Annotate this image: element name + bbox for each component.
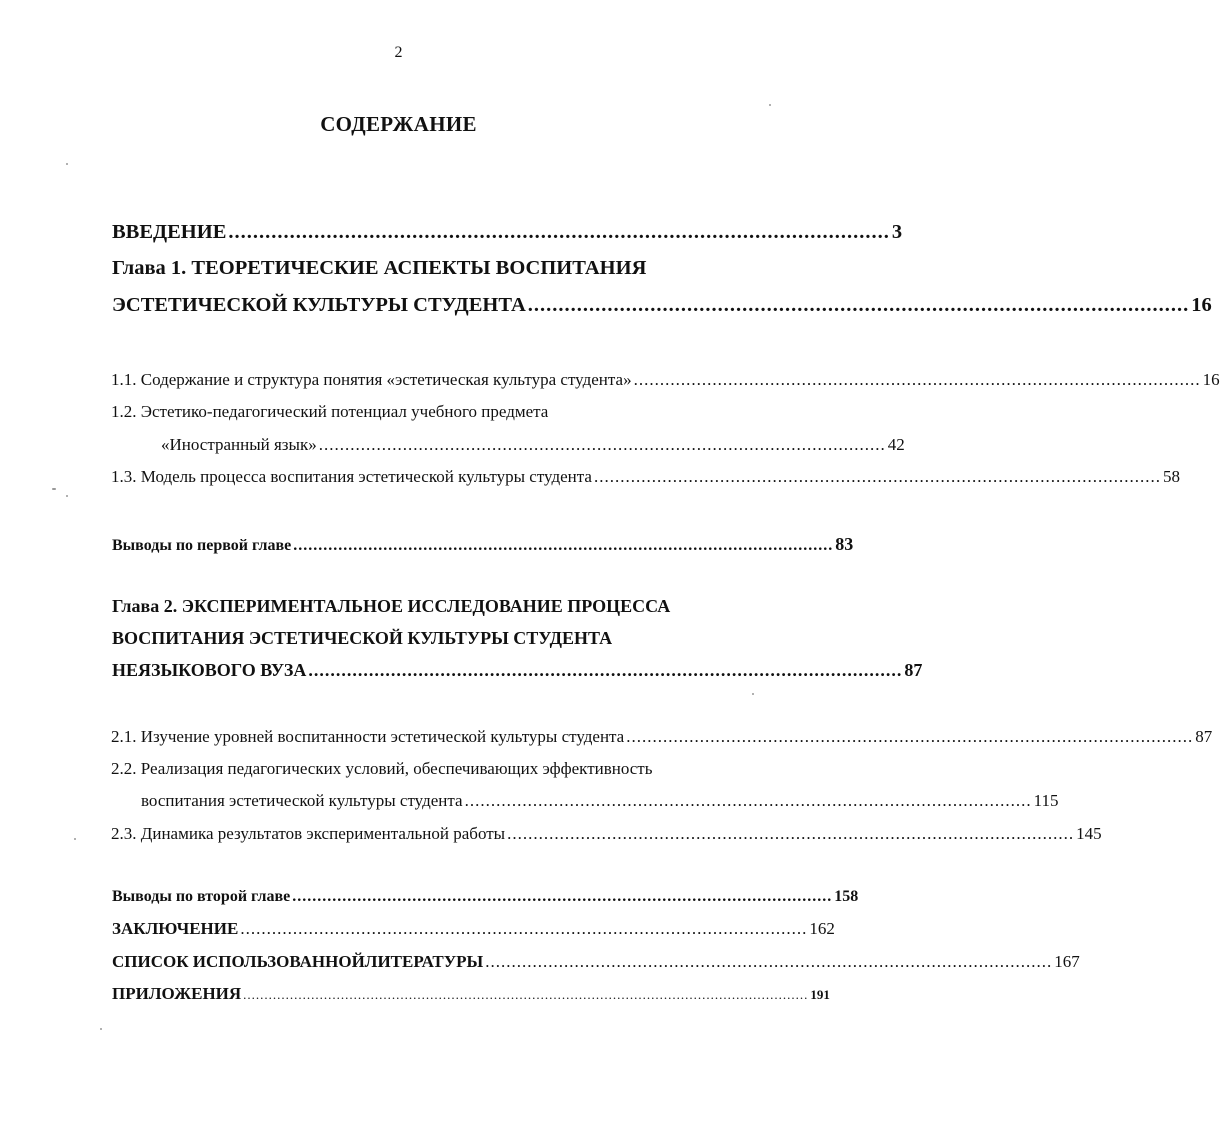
toc-leader-dots: ............................................................................................................: [228, 221, 890, 243]
scan-speck: [52, 488, 56, 490]
toc-entry-page: 16: [1191, 294, 1212, 316]
page-number: 2: [394, 44, 403, 61]
toc-entry-title: 2.3. Динамика результатов экспериментальной работы: [111, 824, 506, 843]
toc-leader-dots: ............................................................................................................: [485, 952, 1053, 971]
toc-leader-dots: ............................................................................................................: [308, 660, 903, 680]
toc-leader-dots: ............................................................................................................: [464, 791, 1032, 810]
toc-entry-title: ВВЕДЕНИЕ: [112, 221, 227, 243]
toc-entry-title: воспитания эстетической культуры студента: [141, 791, 463, 810]
toc-entry-section-1-2[interactable]: [161, 435, 905, 455]
toc-entry-title: НЕЯЗЫКОВОГО ВУЗА: [112, 660, 307, 680]
toc-entry-page: 162: [809, 919, 835, 938]
toc-entry-chapter2[interactable]: [112, 660, 923, 681]
toc-entry-page: 145: [1076, 824, 1102, 843]
toc-entry-page: 87: [1195, 727, 1213, 746]
toc-leader-dots: ............................................................................................................: [626, 727, 1194, 746]
toc-entry-page: 83: [835, 534, 854, 554]
toc-chapter2-line2[interactable]: ВОСПИТАНИЯ ЭСТЕТИЧЕСКОЙ КУЛЬТУРЫ СТУДЕНТА: [112, 628, 613, 648]
scan-speck: [66, 495, 68, 497]
toc-entry-title: ЗАКЛЮЧЕНИЕ: [112, 919, 239, 938]
scan-speck: [752, 693, 754, 695]
toc-entry-title: ЭСТЕТИЧЕСКОЙ КУЛЬТУРЫ СТУДЕНТА: [112, 294, 526, 316]
toc-entry-title: СПИСОК ИСПОЛЬЗОВАННОЙЛИТЕРАТУРЫ: [112, 952, 484, 971]
toc-section-1-2-line1[interactable]: 1.2. Эстетико-педагогический потенциал учебного предмета: [111, 402, 549, 421]
toc-leader-dots: ............................................................................................................: [593, 467, 1161, 486]
toc-leader-dots: ............................................................................................................: [633, 370, 1201, 389]
toc-leader-dots: ............................................................................................................: [507, 824, 1075, 843]
toc-entry-page: 158: [834, 888, 859, 905]
toc-entry-page: 191: [810, 987, 830, 1002]
toc-entry-introduction[interactable]: [112, 221, 903, 244]
toc-entry-page: 42: [887, 435, 905, 454]
scan-speck: [74, 838, 76, 840]
toc-leader-dots: ............................................................................................................: [240, 919, 808, 938]
toc-entry-section-1-1[interactable]: [111, 370, 1220, 390]
toc-entry-conclusions-chapter2[interactable]: [112, 888, 859, 906]
scan-speck: [100, 1028, 102, 1030]
toc-entry-page: 167: [1054, 952, 1080, 971]
toc-leader-dots: ............................................................................................................: [318, 435, 886, 454]
scan-speck: [66, 163, 68, 165]
toc-chapter2-line1[interactable]: Глава 2. ЭКСПЕРИМЕНТАЛЬНОЕ ИССЛЕДОВАНИЕ ПРОЦЕССА: [112, 596, 671, 616]
page-title: СОДЕРЖАНИЕ: [320, 112, 477, 136]
toc-entry-section-2-3[interactable]: [111, 824, 1102, 844]
toc-entry-title: 1.1. Содержание и структура понятия «эстетическая культура студента»: [111, 370, 632, 389]
toc-leader-dots: ............................................................................................................: [527, 294, 1190, 316]
toc-entry-title: 2.1. Изучение уровней воспитанности эстетической культуры студента: [111, 727, 625, 746]
toc-leader-dots: .....................................................................................................................................: [243, 987, 809, 1002]
toc-entry-chapter1[interactable]: [112, 294, 1212, 317]
toc-entry-appendices[interactable]: [112, 984, 830, 1004]
toc-entry-conclusion[interactable]: [112, 919, 835, 939]
toc-entry-section-2-2[interactable]: [141, 791, 1059, 811]
toc-entry-title: 1.3. Модель процесса воспитания эстетической культуры студента: [111, 467, 592, 486]
toc-entry-title: Выводы по первой главе: [112, 537, 292, 554]
toc-leader-dots: ............................................................................................................: [292, 888, 833, 905]
toc-entry-title: «Иностранный язык»: [161, 435, 317, 454]
toc-entry-section-1-3[interactable]: [111, 467, 1180, 487]
toc-entry-section-2-1[interactable]: [111, 727, 1213, 747]
scan-speck: [769, 104, 771, 106]
toc-entry-page: 115: [1033, 791, 1059, 810]
toc-entry-page: 3: [891, 221, 903, 243]
toc-entry-bibliography[interactable]: [112, 952, 1080, 972]
toc-entry-page: 16: [1202, 370, 1220, 389]
toc-entry-page: 58: [1162, 467, 1180, 486]
toc-entry-title: ПРИЛОЖЕНИЯ: [112, 984, 242, 1003]
toc-entry-title: Выводы по второй главе: [112, 888, 291, 905]
toc-chapter1-line1[interactable]: Глава 1. ТЕОРЕТИЧЕСКИЕ АСПЕКТЫ ВОСПИТАНИЯ: [112, 257, 647, 279]
toc-entry-conclusions-chapter1[interactable]: [112, 534, 854, 555]
toc-section-2-2-line1[interactable]: 2.2. Реализация педагогических условий, обеспечивающих эффективность: [111, 759, 653, 778]
toc-entry-page: 87: [904, 660, 923, 680]
toc-leader-dots: ............................................................................................................: [293, 537, 834, 554]
